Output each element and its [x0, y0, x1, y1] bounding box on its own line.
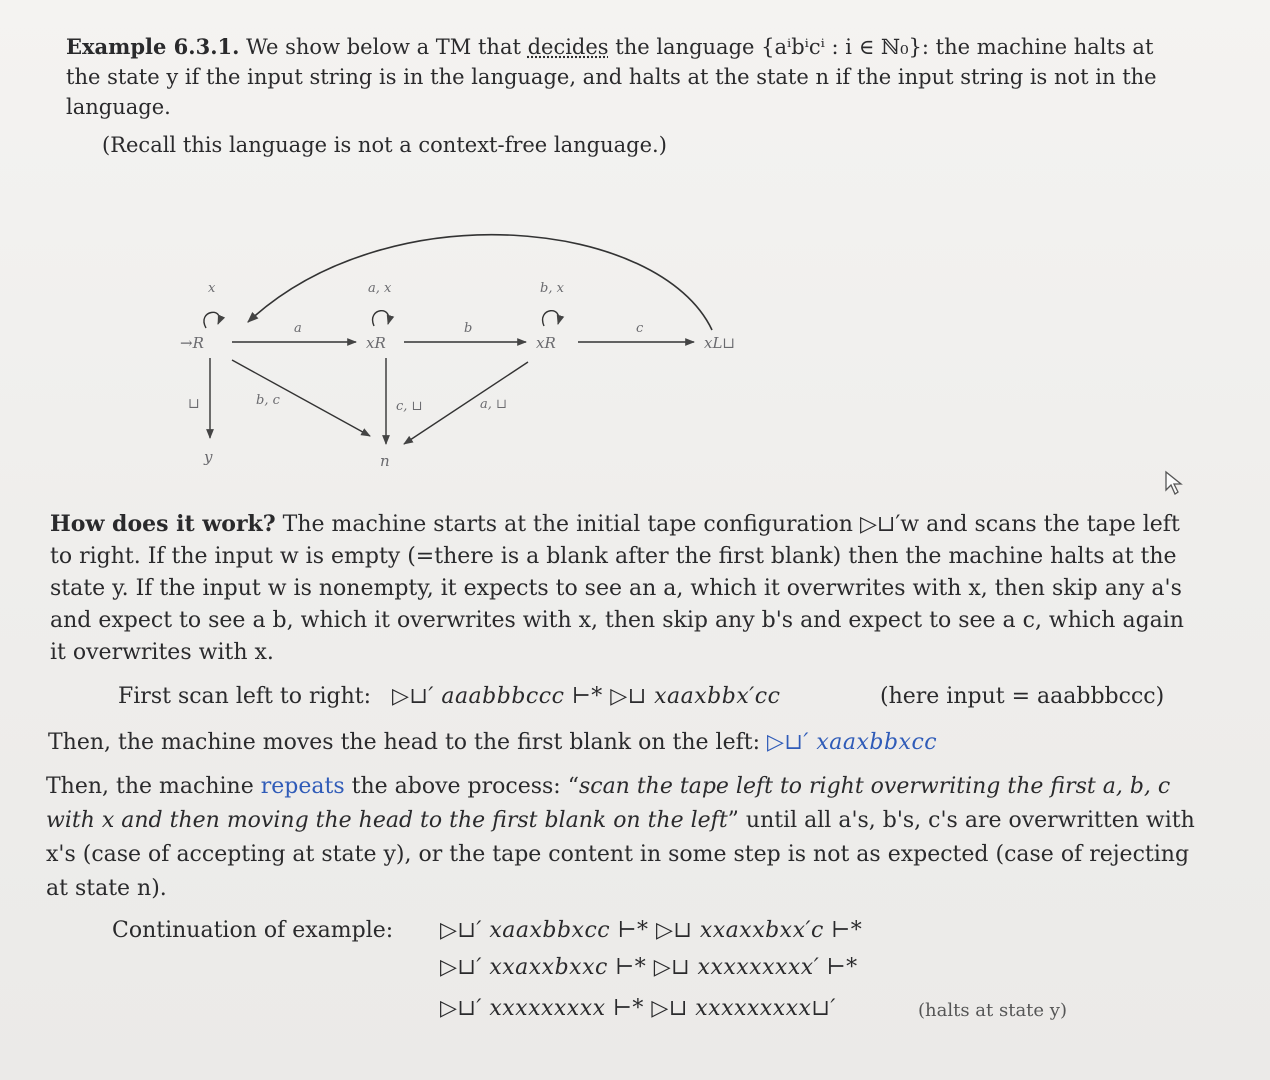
then-line-1: [48, 730, 937, 755]
edge-bc-label: b, c: [256, 393, 280, 408]
intro-text-2: the language {aⁱbⁱcⁱ : i ∈ ℕ₀}: the machine halts at the state y if the input string is in the language, and halts at the state n if the input string is not in the language.: [66, 35, 1157, 119]
edge-c-label: c: [636, 321, 644, 336]
state-y: y: [204, 448, 213, 466]
loop-left: [204, 312, 219, 328]
loop-right: [543, 311, 559, 326]
halts-note: (halts at state y): [918, 1000, 1067, 1021]
input-note: (here input = aaabbbccc): [880, 684, 1165, 709]
loop-mid: [373, 311, 389, 326]
tm-diagram: [160, 200, 800, 480]
edge-ablank-label: a, ⊔: [480, 397, 507, 412]
continuation-label: Continuation of example:: [112, 918, 394, 943]
node-start: →R: [180, 334, 204, 352]
edge-start-n: [232, 360, 370, 436]
edge-blank-label: ⊔: [188, 396, 200, 412]
first-scan-line: [118, 684, 780, 709]
arc-return: [248, 235, 712, 330]
mouse-cursor-icon: [1163, 470, 1187, 496]
edge-right-n: [404, 362, 528, 444]
node-mid: xR: [366, 334, 386, 352]
loop-right-label: b, x: [540, 281, 564, 296]
then1-formula: ▷⊔′ xaaxbbxcc: [767, 730, 938, 755]
how-it-works: [50, 508, 1200, 669]
example-intro: [66, 32, 1186, 122]
continuation-line-2: ▷⊔′ xxaxxbxxc ⊢* ▷⊔ xxxxxxxxx′ ⊢*: [440, 955, 858, 980]
how-heading: How does it work?: [50, 511, 276, 537]
loop-left-label: x: [208, 281, 216, 296]
recall-note: (Recall this language is not a context-free language.): [102, 133, 667, 157]
intro-text-1: We show below a TM that: [239, 35, 528, 59]
state-n: n: [380, 452, 390, 470]
then2-before: Then, the machine: [46, 774, 261, 799]
first-scan-label: First scan left to right:: [118, 684, 371, 709]
then2-after: ” until all a's, b's, c's are overwritten with x's (case of accepting at state y), or the tape content in some step is not as expected (case of rejecting at state n).: [46, 808, 1195, 901]
then-paragraph-2: [46, 770, 1211, 906]
node-end: xL⊔: [704, 334, 735, 352]
edge-a-label: a: [294, 321, 302, 336]
edge-b-label: b: [464, 321, 473, 336]
loop-mid-label: a, x: [368, 281, 392, 296]
example-heading: Example 6.3.1.: [66, 34, 240, 59]
decides-link[interactable]: decides: [527, 35, 609, 59]
continuation-line-3: ▷⊔′ xxxxxxxxx ⊢* ▷⊔ xxxxxxxxx⊔′: [440, 996, 836, 1021]
then2-middle: the above process: “: [344, 774, 579, 799]
how-text: The machine starts at the initial tape configuration ▷⊔′w and scans the tape left to right. If the input w is empty (=there is a blank after the first blank) then the machine halts at the state y. If the input w is nonempty, it expects to see an a, which it overwrites with x, then skip any a's and expect to see a b, which it overwrites with x, then skip any b's and expect to see a c, which again it overwrites with x.: [50, 512, 1184, 665]
then2-quote: scan the tape left to right overwriting the first a, b, c with x and then moving the head to the first blank on the left: [46, 774, 1171, 833]
edge-cblank-label: c, ⊔: [396, 399, 423, 414]
first-scan-formula: ▷⊔′ aaabbbccc ⊢* ▷⊔ xaaxbbx′cc: [391, 684, 781, 709]
then1-text: Then, the machine moves the head to the first blank on the left:: [48, 730, 767, 755]
node-right: xR: [536, 334, 556, 352]
continuation-line-1: ▷⊔′ xaaxbbxcc ⊢* ▷⊔ xxaxxbxx′c ⊢*: [440, 918, 863, 943]
repeats-link[interactable]: repeats: [260, 774, 345, 799]
